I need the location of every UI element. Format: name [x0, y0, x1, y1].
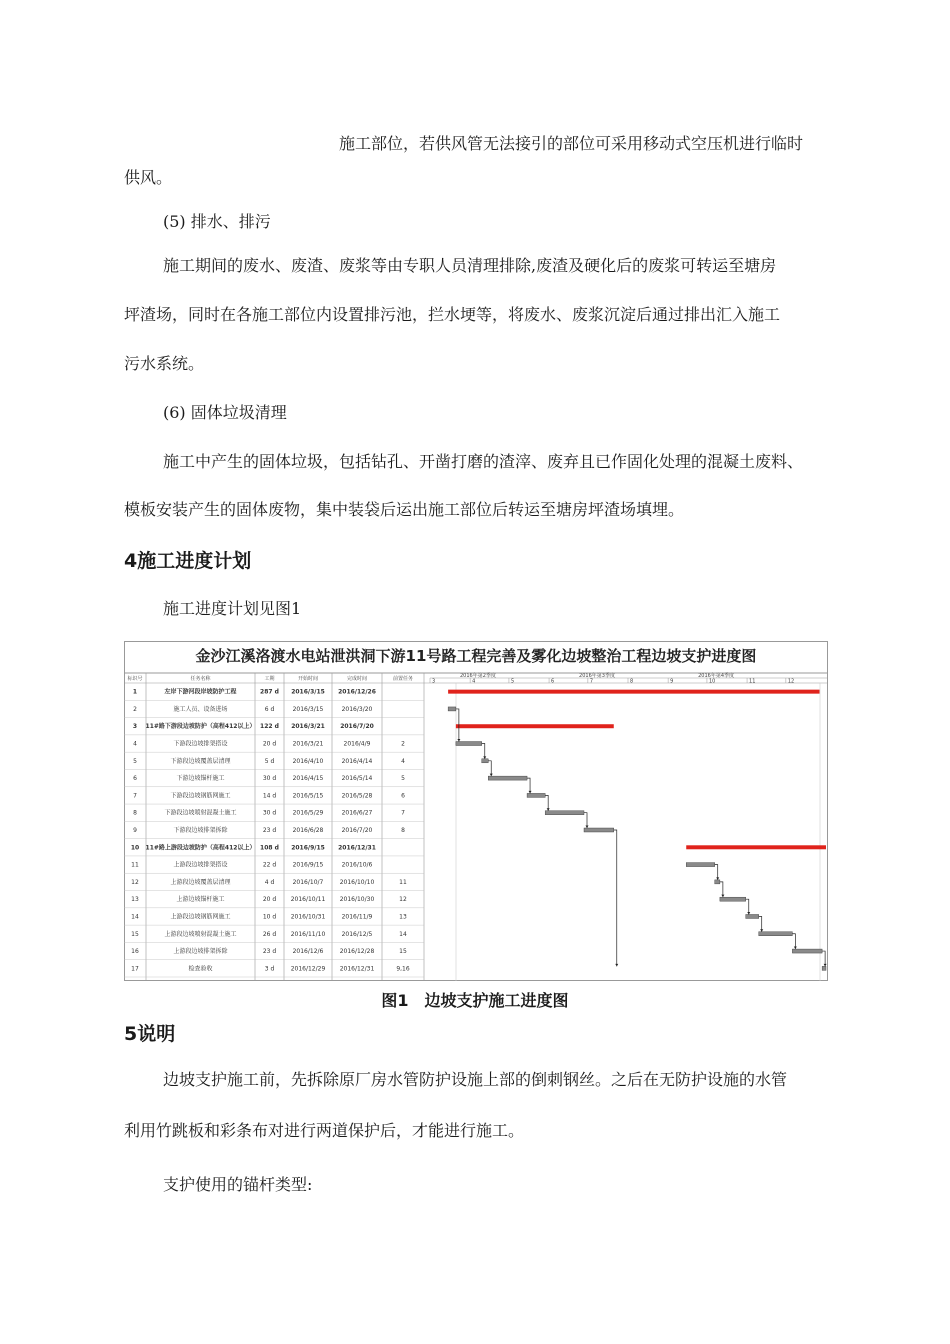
table-cell: 23 d — [262, 827, 277, 834]
subheading-solid-waste: (6) 固体垃圾清理 — [163, 403, 287, 422]
gantt-task-bar — [759, 932, 793, 936]
table-cell: 2016/10/7 — [292, 878, 324, 886]
table-cell: 11 — [399, 878, 407, 886]
table-cell: 4 — [401, 757, 405, 765]
paragraph-line: 施工部位，若供风管无法接引的部位可采用移动式空压机进行临时 — [339, 134, 804, 153]
table-cell: 下游段边坡排架搭设 — [173, 740, 228, 748]
gantt-task-bar — [482, 759, 488, 763]
subheading-drainage: (5) 排水、排污 — [163, 212, 271, 231]
table-cell: 下游段边坡覆盖层清理 — [170, 757, 231, 765]
gantt-task-bar — [715, 880, 720, 884]
gantt-task-bar — [456, 742, 482, 746]
paragraph-line: 施工期间的废水、废渣、废浆等由专职人员清理排除,废渣及硬化后的废浆可转运至塘房 — [163, 256, 777, 275]
gantt-task-bar — [448, 707, 456, 711]
table-cell: 4 — [133, 740, 137, 748]
table-cell: 2016/6/28 — [292, 827, 324, 834]
table-cell: 5 — [133, 757, 137, 765]
table-header-cell: 标识号 — [127, 676, 143, 682]
table-cell: 2016/3/21 — [292, 740, 324, 748]
table-cell: 6 — [401, 792, 405, 800]
table-cell: 2016/12/31 — [339, 965, 375, 973]
paragraph-line: 污水系统。 — [124, 354, 205, 373]
table-cell: 10 d — [262, 913, 277, 921]
table-cell: 2016/3/15 — [292, 705, 324, 713]
timeline-month-label: 11 — [749, 678, 756, 685]
table-cell: 上游段边坡排架搭设 — [173, 861, 228, 869]
table-cell: 2016/12/26 — [338, 688, 376, 696]
table-cell: 23 d — [262, 948, 277, 956]
gantt-task-bar — [584, 828, 614, 832]
table-cell: 下游段边坡钢筋网施工 — [170, 792, 231, 800]
gantt-summary-bar — [448, 690, 819, 694]
table-header-cell: 任务名称 — [190, 676, 211, 682]
timeline-month-label: 7 — [589, 678, 594, 685]
table-cell: 3 — [132, 723, 138, 731]
table-cell: 2016/9/15 — [292, 861, 324, 869]
table-cell: 20 d — [262, 740, 277, 748]
table-cell: 2016/10/31 — [290, 913, 326, 921]
table-cell: 2 — [133, 705, 137, 713]
table-cell: 2016/5/29 — [292, 809, 324, 817]
table-cell: 14 d — [262, 792, 277, 800]
table-cell: 122 d — [260, 723, 279, 731]
timeline-month-label: 6 — [551, 678, 555, 685]
paragraph-line: 边坡支护施工前，先拆除原厂房水管防护设施上部的倒刺钢丝。之后在无防护设施的水管 — [163, 1070, 788, 1089]
timeline-month-label: 10 — [708, 678, 716, 685]
gantt-task-bar — [545, 811, 584, 815]
table-cell: 检查验收 — [188, 965, 213, 973]
timeline-quarter-label: 2016年第3季度 — [579, 673, 615, 679]
timeline-month-label: 8 — [630, 678, 634, 685]
timeline-quarter-label: 2016年第4季度 — [698, 673, 735, 679]
timeline-month-label: 5 — [510, 678, 515, 685]
table-cell: 4 d — [264, 878, 275, 886]
table-cell: 13 — [399, 913, 407, 921]
table-header-cell: 工期 — [264, 676, 275, 682]
gantt-task-bar — [822, 966, 826, 970]
table-cell: 15 — [399, 948, 407, 956]
table-cell: 2016/11/10 — [290, 930, 326, 938]
table-cell: 9 — [133, 827, 137, 834]
table-cell: 2016/6/27 — [341, 809, 373, 817]
table-header-cell: 完成时间 — [346, 676, 368, 682]
table-cell: 5 — [401, 775, 405, 783]
table-cell: 12 — [399, 896, 407, 904]
timeline-month-label: 4 — [472, 678, 476, 685]
table-cell: 6 d — [264, 705, 275, 713]
table-cell: 2016/12/31 — [338, 844, 376, 852]
table-cell: 上游段边坡排架拆除 — [173, 948, 228, 956]
table-header-cell: 开始时间 — [297, 676, 319, 682]
table-cell: 2016/12/6 — [292, 948, 324, 956]
table-cell: 下游段边坡排架拆除 — [173, 827, 228, 834]
timeline-quarter-label: 2016年第2季度 — [460, 673, 496, 679]
table-cell: 2016/4/15 — [292, 775, 324, 783]
table-cell: 7 — [401, 809, 405, 817]
table-cell: 2 — [401, 740, 405, 748]
table-cell: 11#路上游段边坡防护（高程412以上） — [145, 844, 256, 852]
gantt-task-bar — [527, 793, 545, 797]
table-cell: 2016/3/20 — [341, 705, 373, 713]
table-cell: 上游边坡锚杆施工 — [176, 896, 225, 904]
table-cell: 2016/7/20 — [341, 827, 373, 834]
table-cell: 7 — [133, 792, 137, 800]
table-cell: 左岸下游河段岸坡防护工程 — [164, 688, 237, 696]
table-cell: 2016/11/9 — [341, 913, 373, 921]
table-cell: 2016/4/14 — [341, 757, 373, 765]
table-cell: 108 d — [260, 844, 279, 852]
table-cell: 14 — [131, 913, 139, 921]
table-cell: 8 — [133, 809, 137, 817]
gantt-summary-bar — [456, 724, 614, 728]
table-cell: 26 d — [262, 930, 277, 938]
table-cell: 11#路下游段边坡防护（高程412以上） — [145, 723, 256, 731]
table-cell: 2016/10/30 — [339, 896, 375, 904]
table-cell: 2016/5/15 — [292, 792, 324, 800]
table-header-cell: 前置任务 — [392, 676, 414, 682]
table-cell: 287 d — [260, 688, 279, 696]
table-cell: 17 — [131, 965, 139, 973]
table-cell: 22 d — [262, 861, 277, 869]
table-cell: 上游段边坡覆盖层清理 — [170, 878, 231, 886]
table-cell: 2016/12/28 — [339, 948, 375, 956]
table-cell: 下游边坡锚杆施工 — [176, 775, 225, 783]
timeline-month-label: 12 — [787, 678, 795, 685]
paragraph-line: 坪渣场，同时在各施工部位内设置排污池，拦水埂等，将废水、废浆沉淀后通过排出汇入施工 — [124, 305, 781, 324]
table-cell: 11 — [131, 861, 139, 869]
table-cell: 2016/7/20 — [340, 723, 374, 731]
table-cell: 13 — [131, 896, 139, 904]
table-cell: 12 — [131, 878, 139, 886]
section-heading-4: 4施工进度计划 — [124, 550, 252, 572]
table-cell: 20 d — [262, 896, 277, 904]
table-cell: 5 d — [264, 757, 275, 765]
paragraph-line: 支护使用的锚杆类型: — [163, 1175, 313, 1194]
table-cell: 下游段边坡喷射混凝土施工 — [164, 809, 237, 817]
gantt-task-bar — [488, 776, 527, 780]
table-cell: 30 d — [262, 775, 277, 783]
table-cell: 3 d — [264, 965, 275, 973]
table-cell: 2016/4/9 — [343, 740, 371, 748]
timeline-month-label: 3 — [432, 678, 436, 685]
table-cell: 2016/9/15 — [291, 844, 325, 852]
gantt-task-bar — [686, 863, 714, 867]
gantt-task-bar — [792, 949, 822, 953]
table-cell: 1 — [132, 688, 138, 696]
table-cell: 2016/12/29 — [290, 965, 326, 973]
figure-caption: 图1 边坡支护施工进度图 — [381, 991, 569, 1010]
table-cell: 2016/5/14 — [341, 775, 373, 783]
table-cell: 9,16 — [396, 965, 410, 973]
table-cell: 15 — [131, 930, 139, 938]
paragraph-line: 施工中产生的固体垃圾，包括钻孔、开凿打磨的渣滓、废弃且已作固化处理的混凝土废料、 — [163, 452, 804, 471]
table-cell: 8 — [401, 827, 405, 834]
table-cell: 2016/3/15 — [291, 688, 325, 696]
gantt-task-bar — [720, 897, 746, 901]
table-cell: 2016/10/6 — [341, 861, 373, 869]
gantt-svg — [124, 641, 828, 981]
table-cell: 2016/4/10 — [292, 757, 324, 765]
table-cell: 上游段边坡钢筋网施工 — [170, 913, 231, 921]
table-cell: 2016/12/5 — [341, 930, 373, 938]
table-cell: 6 — [133, 775, 137, 783]
paragraph-line: 施工进度计划见图1 — [163, 599, 302, 618]
table-cell: 30 d — [262, 809, 277, 817]
gantt-task-bar — [746, 914, 759, 918]
table-cell: 16 — [131, 948, 139, 956]
timeline-month-label: 9 — [670, 678, 674, 685]
gantt-chart — [124, 641, 828, 981]
paragraph-line: 供风。 — [124, 168, 173, 187]
table-cell: 2016/3/21 — [291, 723, 325, 731]
gantt-title: 金沙江溪洛渡水电站泄洪洞下游11号路工程完善及雾化边坡整治工程边坡支护进度图 — [195, 647, 757, 665]
table-cell: 14 — [399, 930, 407, 938]
paragraph-line: 模板安装产生的固体废物，集中装袋后运出施工部位后转运至塘房坪渣场填埋。 — [124, 500, 685, 519]
section-heading-5: 5说明 — [124, 1023, 176, 1045]
table-cell: 2016/10/10 — [339, 878, 375, 886]
table-cell: 10 — [130, 844, 140, 852]
table-cell: 2016/5/28 — [341, 792, 373, 800]
paragraph-line: 利用竹跳板和彩条布对进行两道保护后，才能进行施工。 — [124, 1121, 525, 1140]
gantt-summary-bar — [686, 845, 826, 849]
table-cell: 2016/10/11 — [290, 896, 326, 904]
table-cell: 施工人员、设备进场 — [173, 705, 228, 713]
table-cell: 上游段边坡喷射混凝土施工 — [164, 930, 237, 938]
